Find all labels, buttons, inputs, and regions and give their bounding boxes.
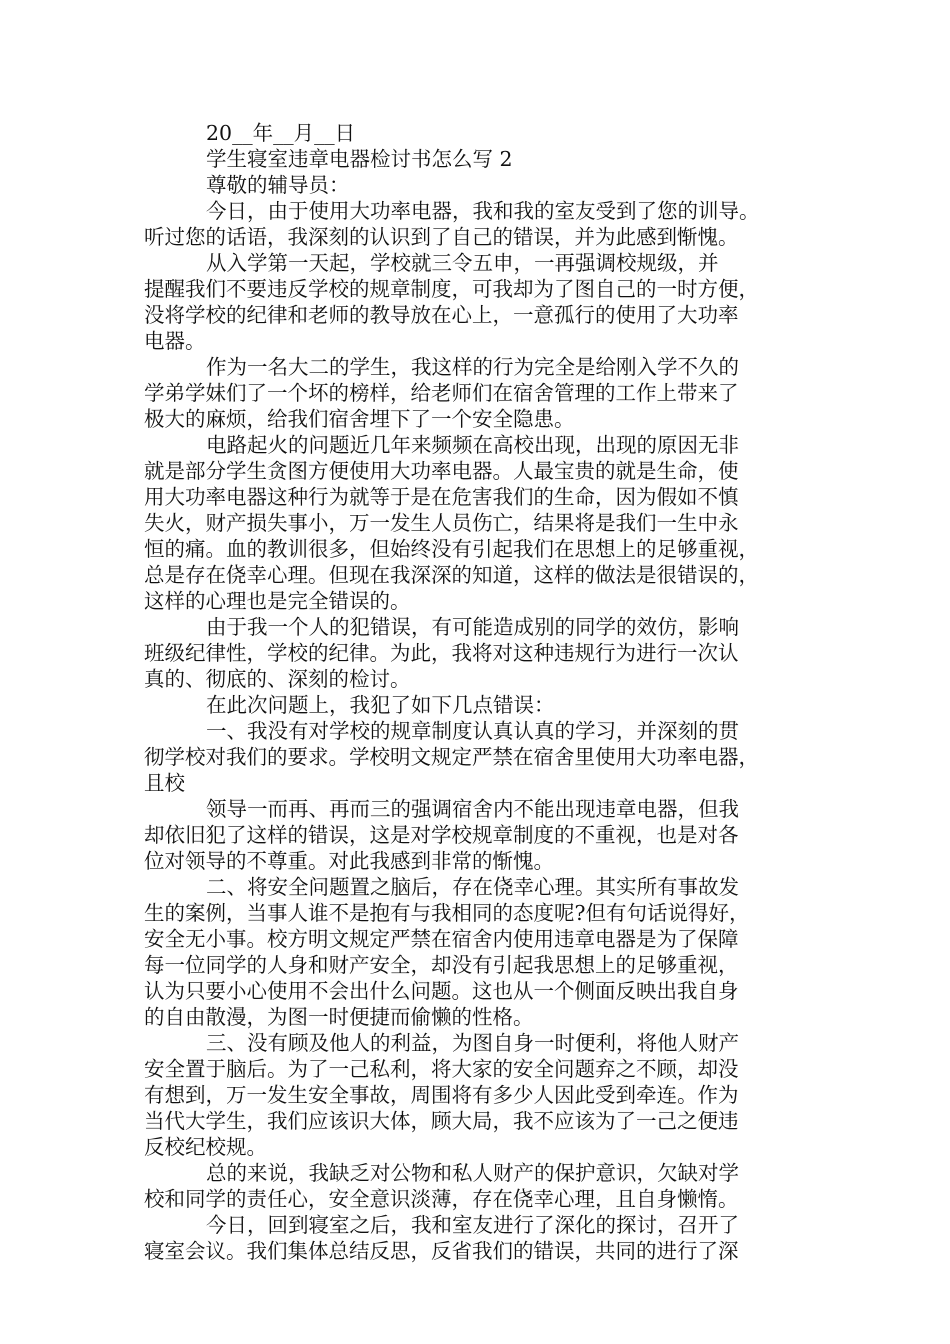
paragraph-line: 校和同学的责任心，安全意识淡薄，存在侥幸心理，且自身懒惰。 (144, 1187, 739, 1211)
paragraph (144, 432, 814, 614)
paragraph-line: 认为只要小心使用不会出什么问题。这也从一个侧面反映出我自身 (144, 979, 739, 1003)
document-title: 学生寝室违章电器检讨书怎么写 2 (206, 147, 513, 171)
paragraph (144, 354, 814, 432)
paragraph-line: 安全无小事。校方明文规定严禁在宿舍内使用违章电器是为了保障 (144, 927, 739, 951)
paragraph-line: 生的案例，当事人谁不是抱有与我相同的态度呢?但有句话说得好， (144, 901, 750, 925)
paragraph (144, 1160, 814, 1212)
salutation: 尊敬的辅导员： (206, 173, 350, 197)
paragraph-line: 作为一名大二的学生，我这样的行为完全是给刚入学不久的 (206, 355, 739, 379)
date-line: 20__年__月__日 (206, 121, 356, 145)
paragraph-line: 的自由散漫，为图一时便捷而偷懒的性格。 (144, 1005, 534, 1029)
paragraph-line: 真的、彻底的、深刻的检讨。 (144, 667, 411, 691)
paragraph (144, 718, 814, 796)
paragraph-line: 没将学校的纪律和老师的教导放在心上，一意孤行的使用了大功率 (144, 303, 739, 327)
paragraph-line: 领导一而再、再而三的强调宿舍内不能出现违章电器，但我 (206, 797, 739, 821)
paragraph (144, 1212, 814, 1264)
paragraph-line: 彻学校对我们的要求。学校明文规定严禁在宿舍里使用大功率电器， (144, 745, 759, 769)
paragraph-line: 电器。 (144, 329, 206, 353)
paragraph-line: 从入学第一天起，学校就三令五申，一再强调校规级，并 (206, 251, 719, 275)
document-body (144, 120, 814, 1264)
paragraph-line: 每一位同学的人身和财产安全，却没有引起我思想上的足够重视， (144, 953, 739, 977)
paragraphs-container (144, 198, 814, 1264)
paragraph-line: 三、没有顾及他人的利益，为图自身一时便利，将他人财产 (206, 1031, 739, 1055)
paragraph-line: 一、我没有对学校的规章制度认真认真的学习，并深刻的贯 (206, 719, 739, 743)
paragraph (144, 874, 814, 1030)
paragraph-line: 反校纪校规。 (144, 1135, 267, 1159)
paragraph-line: 恒的痛。血的教训很多，但始终没有引起我们在思想上的足够重视， (144, 537, 759, 561)
paragraph-line: 提醒我们不要违反学校的规章制度，可我却为了图自己的一时方便， (144, 277, 759, 301)
paragraph-line: 听过您的话语，我深刻的认识到了自己的错误，并为此感到惭愧。 (144, 225, 739, 249)
paragraph-line: 二、将安全问题置之脑后，存在侥幸心理。其实所有事故发 (206, 875, 739, 899)
paragraph (144, 692, 814, 718)
paragraph (144, 250, 814, 354)
paragraph-line: 总是存在侥幸心理。但现在我深深的知道，这样的做法是很错误的， (144, 563, 759, 587)
paragraph-line: 安全置于脑后。为了一己私利，将大家的安全问题弃之不顾，却没 (144, 1057, 739, 1081)
paragraph-line: 却依旧犯了这样的错误，这是对学校规章制度的不重视，也是对各 (144, 823, 739, 847)
paragraph-line: 位对领导的不尊重。对此我感到非常的惭愧。 (144, 849, 554, 873)
paragraph-line: 失火，财产损失事小，万一发生人员伤亡，结果将是我们一生中永 (144, 511, 739, 535)
paragraph-line: 由于我一个人的犯错误，有可能造成别的同学的效仿，影响 (206, 615, 739, 639)
paragraph (144, 614, 814, 692)
paragraph-line: 今日，回到寝室之后，我和室友进行了深化的探讨，召开了 (206, 1213, 739, 1237)
paragraph-line: 且校 (144, 771, 185, 795)
paragraph-line: 班级纪律性，学校的纪律。为此，我将对这种违规行为进行一次认 (144, 641, 739, 665)
paragraph (144, 198, 814, 250)
paragraph-line: 学弟学妹们了一个坏的榜样，给老师们在宿舍管理的工作上带来了 (144, 381, 739, 405)
paragraph-line: 电路起火的问题近几年来频频在高校出现，出现的原因无非 (206, 433, 739, 457)
paragraph-line: 当代大学生，我们应该识大体，顾大局，我不应该为了一己之便违 (144, 1109, 739, 1133)
paragraph (144, 1030, 814, 1160)
paragraph-line: 有想到，万一发生安全事故，周围将有多少人因此受到牵连。作为 (144, 1083, 739, 1107)
paragraph-line: 极大的麻烦，给我们宿舍埋下了一个安全隐患。 (144, 407, 575, 431)
paragraph-line: 用大功率电器这种行为就等于是在危害我们的生命，因为假如不慎 (144, 485, 739, 509)
paragraph-line: 这样的心理也是完全错误的。 (144, 589, 411, 613)
paragraph-line: 总的来说，我缺乏对公物和私人财产的保护意识，欠缺对学 (206, 1161, 739, 1185)
paragraph-line: 今日，由于使用大功率电器，我和我的室友受到了您的训导。 (206, 199, 760, 223)
paragraph-line: 寝室会议。我们集体总结反思，反省我们的错误，共同的进行了深 (144, 1239, 739, 1263)
paragraph-line: 在此次问题上，我犯了如下几点错误： (206, 693, 555, 717)
paragraph-line: 就是部分学生贪图方便使用大功率电器。人最宝贵的就是生命，使 (144, 459, 739, 483)
paragraph (144, 796, 814, 874)
